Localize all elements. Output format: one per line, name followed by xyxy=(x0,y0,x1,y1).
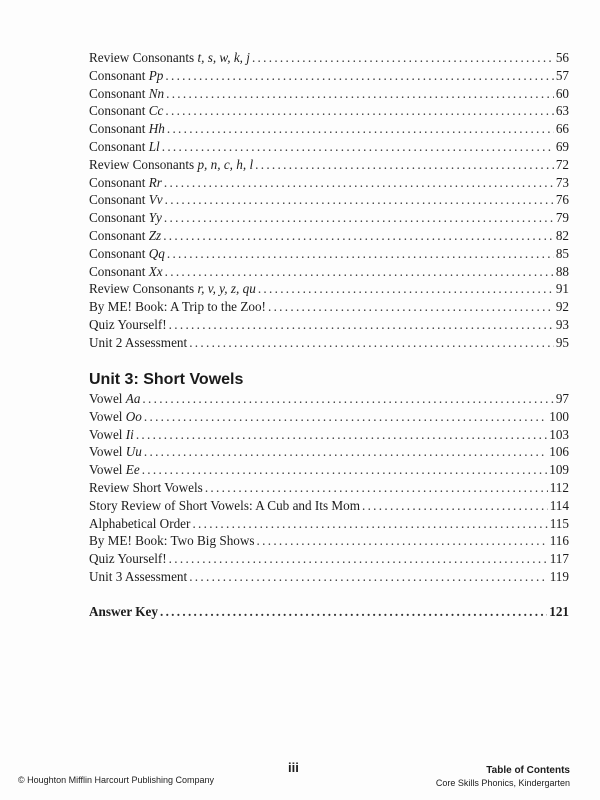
toc-entry-text: Vowel xyxy=(89,462,126,478)
toc-entry xyxy=(89,85,569,103)
toc-entry-page: 93 xyxy=(555,316,569,332)
dot-leader xyxy=(165,263,554,281)
toc-entry xyxy=(89,245,569,263)
toc-entry-text: Consonant xyxy=(89,138,149,154)
toc-entry xyxy=(89,550,569,568)
dot-leader xyxy=(163,227,554,245)
toc-entry xyxy=(89,334,569,352)
toc-entry xyxy=(89,298,569,316)
toc-entry-text: Review Consonants xyxy=(89,156,198,172)
toc-entry-label xyxy=(89,245,165,263)
toc-entry-label xyxy=(89,191,163,209)
toc-entry xyxy=(89,102,569,120)
toc-entry xyxy=(89,497,569,515)
toc-entry-italic-letters: Vv xyxy=(148,192,163,208)
toc-entry-italic-letters: Ii xyxy=(125,426,134,442)
toc-entry-text: Vowel xyxy=(89,444,126,460)
toc-entry-page: 79 xyxy=(555,210,569,226)
toc-entry-text: Unit 2 Assessment xyxy=(89,334,188,350)
toc-entry-page: 82 xyxy=(555,227,569,243)
toc-entry xyxy=(89,191,569,209)
toc-entry-label xyxy=(89,138,160,156)
toc-entry-italic-letters: Xx xyxy=(148,263,163,279)
toc-entry-italic-letters: Ee xyxy=(125,462,140,478)
toc-entry-page: 63 xyxy=(555,103,569,119)
toc-entry-text: Quiz Yourself! xyxy=(89,551,167,567)
toc-entry-label xyxy=(89,263,163,281)
dot-leader xyxy=(142,390,553,408)
toc-entry-label xyxy=(89,479,203,497)
toc-entry-italic-letters: Oo xyxy=(125,408,142,424)
footer-book-info xyxy=(436,765,570,789)
toc-entry-page: 109 xyxy=(549,462,569,478)
toc-entry-label xyxy=(89,298,266,316)
toc-entry xyxy=(89,515,569,533)
dot-leader xyxy=(165,191,554,209)
toc-entry-page: 117 xyxy=(549,551,569,567)
toc-entry-text: Consonant xyxy=(89,103,149,119)
toc-entry-label xyxy=(89,209,162,227)
toc-entry-text: Review Consonants xyxy=(89,50,198,65)
toc-entry-label xyxy=(89,67,163,85)
toc-entry-italic-letters: Yy xyxy=(148,210,162,226)
dot-leader xyxy=(205,479,548,497)
toc-entry xyxy=(89,426,569,444)
toc-entry-label xyxy=(89,227,161,245)
dot-leader xyxy=(160,603,547,621)
toc-entry-label xyxy=(89,568,187,586)
dot-leader xyxy=(144,408,547,426)
toc-entry xyxy=(89,390,569,408)
toc-entry-page: 114 xyxy=(549,497,569,513)
toc-entry xyxy=(89,532,569,550)
dot-leader xyxy=(189,568,548,586)
toc-entry-page: 95 xyxy=(555,334,569,350)
toc-entry-label xyxy=(89,334,187,352)
toc-entry-text: Consonant xyxy=(89,245,149,261)
toc-entry-page: 106 xyxy=(549,444,569,460)
toc-entry-label: Answer Key xyxy=(89,604,158,619)
toc-entry xyxy=(89,280,569,298)
toc-entry xyxy=(89,568,569,586)
toc-entry-label xyxy=(89,120,165,138)
toc-entry-text: Consonant xyxy=(89,263,149,279)
toc-entry-text: Consonant xyxy=(89,210,149,226)
toc-entry-page: 76 xyxy=(555,192,569,208)
toc-entry-page: 115 xyxy=(549,515,569,531)
dot-leader xyxy=(192,515,547,533)
dot-leader xyxy=(164,209,554,227)
toc-entry-italic-letters: Uu xyxy=(125,444,142,460)
toc-entry-page: 57 xyxy=(555,67,569,83)
toc-entry-text: By ME! Book: Two Big Shows xyxy=(89,533,255,549)
toc-entry-italic-letters: r, v, y, z, qu xyxy=(197,281,256,297)
dot-leader xyxy=(164,174,554,192)
dot-leader xyxy=(165,102,553,120)
toc-entry-label xyxy=(89,156,253,174)
toc-entry-italic-letters: Rr xyxy=(148,174,162,190)
toc-entry-page: 88 xyxy=(555,263,569,279)
toc-entry-text: Alphabetical Order xyxy=(89,515,191,531)
dot-leader xyxy=(136,426,547,444)
toc-entry-text: Review Consonants xyxy=(89,281,198,297)
dot-leader xyxy=(362,497,548,515)
dot-leader xyxy=(252,49,554,67)
toc-entry-text: Consonant xyxy=(89,121,149,137)
footer-book-title: Core Skills Phonics, Kindergarten xyxy=(435,778,570,788)
toc-entry-label xyxy=(89,497,360,515)
toc-entry-label xyxy=(89,174,162,192)
toc-entry-italic-letters: Zz xyxy=(148,227,162,243)
toc-entry-text: Story Review of Short Vowels: A Cub and Its Mom xyxy=(89,497,360,513)
toc-entry-page: 103 xyxy=(549,426,569,442)
toc-entry-label xyxy=(89,49,250,67)
toc-entry xyxy=(89,408,569,426)
toc-entry-answer-key xyxy=(89,603,569,621)
dot-leader xyxy=(144,443,547,461)
toc-entry-label xyxy=(89,461,140,479)
toc-entry-label xyxy=(89,85,164,103)
toc-answer-key xyxy=(89,603,569,621)
dot-leader xyxy=(255,156,554,174)
dot-leader xyxy=(268,298,554,316)
dot-leader xyxy=(165,67,553,85)
toc-entry-text: Consonant xyxy=(89,67,149,83)
toc-entry-italic-letters: Hh xyxy=(148,121,165,137)
toc-entry-text: Review Short Vowels xyxy=(89,479,203,495)
dot-leader xyxy=(169,316,554,334)
copyright-notice: © Houghton Mifflin Harcourt Publishing Company xyxy=(18,775,215,785)
toc-entry-italic-letters: p, n, c, h, l xyxy=(197,156,254,172)
toc-entry-label xyxy=(89,390,140,408)
toc-entry-page: 121 xyxy=(549,604,569,619)
toc-entry-page: 85 xyxy=(555,245,569,261)
toc-entry-italic-letters: t, s, w, k, j xyxy=(197,50,250,65)
dot-leader xyxy=(258,280,554,298)
toc-entry xyxy=(89,120,569,138)
toc-entry-label xyxy=(89,443,142,461)
toc-entry-text: Vowel xyxy=(89,426,126,442)
toc-entry xyxy=(89,209,569,227)
dot-leader xyxy=(167,245,554,263)
toc-entry-text: Unit 3 Assessment xyxy=(89,568,188,584)
toc-entry-page: 73 xyxy=(555,174,569,190)
dot-leader xyxy=(167,120,554,138)
toc-entry-label xyxy=(89,532,255,550)
toc-entry-label xyxy=(89,316,167,334)
toc-entry-text: Quiz Yourself! xyxy=(89,316,167,332)
dot-leader xyxy=(166,85,554,103)
toc-entry xyxy=(89,49,569,67)
toc-entry-italic-letters: Nn xyxy=(148,85,165,101)
toc-entry xyxy=(89,479,569,497)
toc-entry-label xyxy=(89,280,256,298)
toc-entry-text: By ME! Book: A Trip to the Zoo! xyxy=(89,299,266,315)
toc-entry-label xyxy=(89,515,190,533)
toc-entry xyxy=(89,174,569,192)
toc-entry-italic-letters: Ll xyxy=(148,138,160,154)
footer-section-title: Table of Contents xyxy=(486,765,570,776)
dot-leader xyxy=(142,461,548,479)
page-number: iii xyxy=(288,760,299,775)
toc-entry-page: 91 xyxy=(555,281,569,297)
dot-leader xyxy=(189,334,554,352)
toc-entry-page: 92 xyxy=(555,299,569,315)
toc-entry-text: Consonant xyxy=(89,192,149,208)
toc-entry-page: 112 xyxy=(549,479,569,495)
toc-entry-page: 56 xyxy=(555,50,569,65)
toc-entry-page: 116 xyxy=(549,533,569,549)
toc-entry-italic-letters: Cc xyxy=(148,103,164,119)
toc-entry-page: 97 xyxy=(555,391,569,406)
toc-entry-italic-letters: Pp xyxy=(148,67,164,83)
toc-entry-page: 66 xyxy=(555,121,569,137)
toc-unit3-list xyxy=(89,390,569,586)
toc-entry xyxy=(89,227,569,245)
dot-leader xyxy=(162,138,554,156)
toc-entry-page: 69 xyxy=(555,138,569,154)
toc-entry-text: Consonant xyxy=(89,85,149,101)
toc-entry xyxy=(89,138,569,156)
dot-leader xyxy=(169,550,548,568)
toc-unit2-list xyxy=(89,49,569,352)
unit3-heading: Unit 3: Short Vowels xyxy=(89,371,244,388)
toc-entry-label xyxy=(89,102,163,120)
toc-entry-page: 60 xyxy=(555,85,569,101)
toc-entry xyxy=(89,443,569,461)
toc-entry-page: 100 xyxy=(549,408,569,424)
toc-entry xyxy=(89,461,569,479)
toc-entry-page: 72 xyxy=(555,156,569,172)
toc-entry-text: Vowel xyxy=(89,408,126,424)
toc-entry xyxy=(89,263,569,281)
toc-entry-italic-letters: Qq xyxy=(148,245,165,261)
toc-entry xyxy=(89,156,569,174)
toc-entry-label xyxy=(89,550,167,568)
toc-entry xyxy=(89,67,569,85)
toc-entry-text: Consonant xyxy=(89,227,149,243)
dot-leader xyxy=(257,532,548,550)
toc-entry-text: Consonant xyxy=(89,174,149,190)
toc-entry-page: 119 xyxy=(549,568,569,584)
toc-entry-label xyxy=(89,426,134,444)
toc-entry-text: Vowel xyxy=(89,391,126,406)
toc-entry xyxy=(89,316,569,334)
toc-entry-label xyxy=(89,408,142,426)
toc-entry-italic-letters: Aa xyxy=(125,391,141,406)
